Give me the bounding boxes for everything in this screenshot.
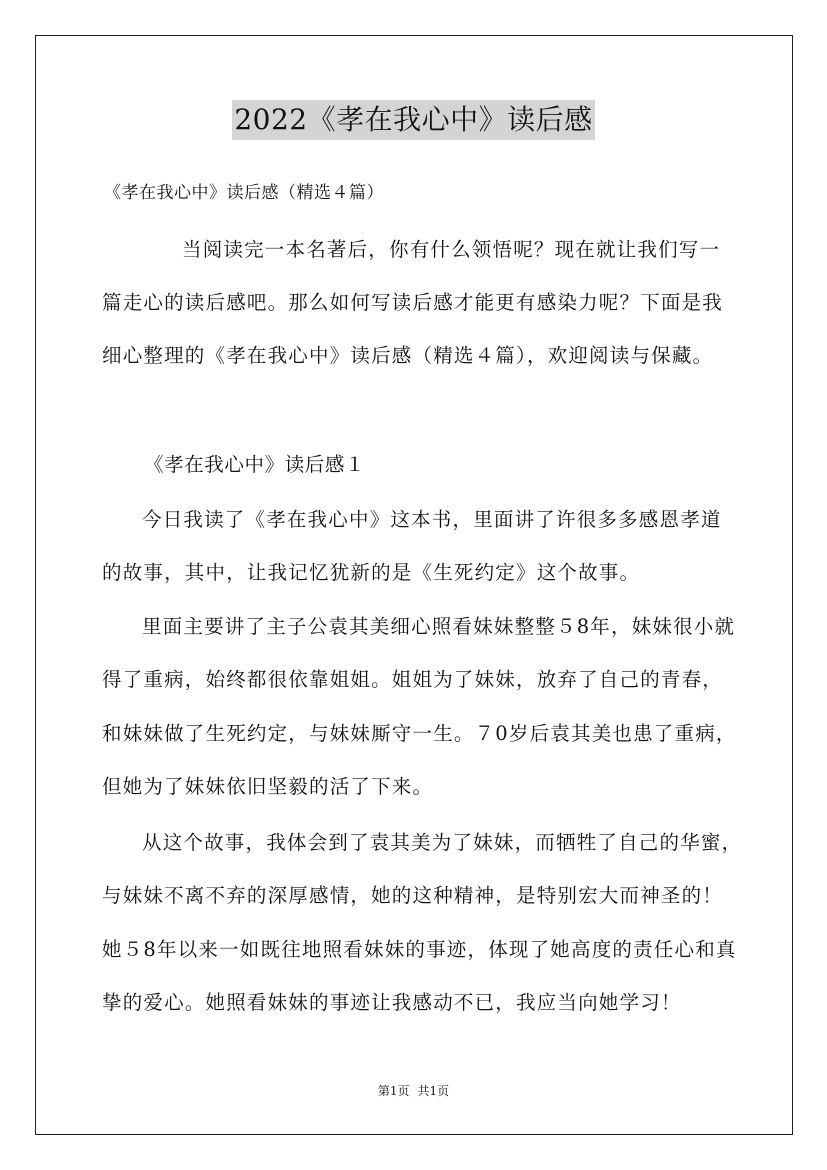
document-title: 2022《孝在我心中》读后感 — [232, 100, 594, 140]
body-line: 从这个故事，我体会到了袁其美为了妹妹，而牺牲了自己的华蜜， — [142, 831, 743, 854]
body-line: 挚的爱心。她照看妹妹的事迹让我感动不已，我应当向她学习！ — [102, 991, 682, 1014]
title-container — [0, 100, 827, 140]
body-line: 她５8年以来一如既往地照看妹妹的事迹，体现了她高度的责任心和真 — [102, 938, 737, 961]
intro-line: 细心整理的《孝在我心中》读后感（精选４篇），欢迎阅读与保藏。 — [102, 344, 714, 367]
body-line: 但她为了妹妹依旧坚毅的活了下来。 — [102, 775, 434, 798]
document-subtitle: 《孝在我心中》读后感（精选４篇） — [104, 183, 384, 203]
page-total: 共1页 — [417, 1084, 450, 1098]
intro-line: 当阅读完一本名著后，你有什么领悟呢？现在就让我们写一 — [182, 238, 721, 261]
body-line: 和妹妹做了生死约定，与妹妹厮守一生。７0岁后袁其美也患了重病， — [102, 722, 737, 745]
body-line: 今日我读了《孝在我心中》这本书，里面讲了许很多多感恩孝道 — [142, 508, 722, 531]
section-heading: 《孝在我心中》读后感１ — [144, 453, 366, 476]
body-line: 的故事，其中，让我记忆犹新的是《生死约定》这个故事。 — [102, 561, 641, 584]
body-line: 得了重病，始终都很依靠姐姐。姐姐为了妹妹，放弃了自己的青春， — [102, 668, 724, 691]
body-line: 里面主要讲了主子公袁其美细心照看妹妹整整５8年，妹妹很小就 — [142, 615, 736, 638]
page-number: 第1页 — [377, 1084, 410, 1098]
body-line: 与妹妹不离不弃的深厚感情，她的这种精神，是特别宏大而神圣的！ — [102, 884, 724, 907]
page-footer — [0, 1083, 827, 1099]
intro-line: 篇走心的读后感吧。那么如何写读后感才能更有感染力呢？下面是我 — [102, 291, 724, 314]
